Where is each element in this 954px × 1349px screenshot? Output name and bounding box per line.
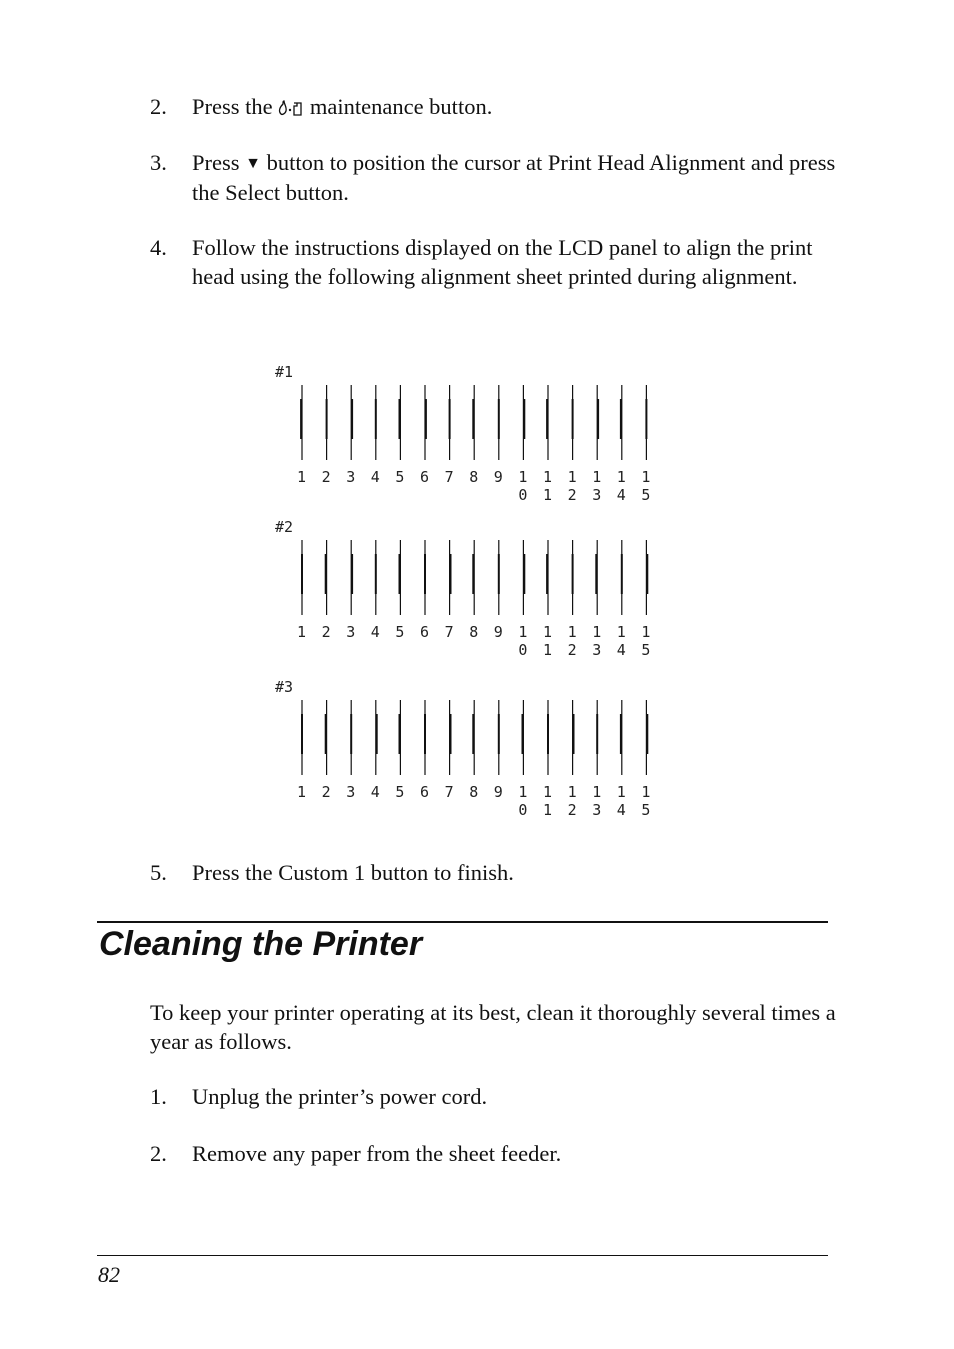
pattern-number-second-digit: 0 [518, 801, 528, 819]
pattern-number-second-digit: 4 [616, 641, 626, 659]
pattern-number: 1 [543, 468, 553, 486]
pattern-number-second-digit: 5 [641, 486, 651, 504]
down-arrow-icon: ▼ [245, 155, 261, 172]
pattern-number: 1 [567, 468, 577, 486]
maintenance-icon [278, 100, 304, 116]
pattern-number: 5 [395, 783, 405, 801]
pattern-number: 1 [641, 468, 651, 486]
pattern-number-second-digit: 2 [567, 641, 577, 659]
section-heading: Cleaning the Printer [99, 925, 423, 963]
pattern-number: 1 [641, 783, 651, 801]
group-label: #3 [275, 678, 294, 696]
pattern-number: 2 [321, 468, 331, 486]
step-3 [150, 148, 840, 207]
pattern-number: 7 [444, 783, 454, 801]
pattern-number-second-digit: 3 [592, 801, 602, 819]
pattern-number-second-digit: 5 [641, 641, 651, 659]
pattern-number-second-digit: 1 [543, 801, 553, 819]
alignment-sheet-figure [260, 355, 680, 825]
pattern-number: 3 [346, 783, 356, 801]
cleaning-step-2 [150, 1139, 840, 1168]
step-text: Press ▼ button to position the cursor at Print Head Alignment and press the Select button. [192, 150, 836, 205]
pattern-number: 9 [493, 623, 503, 641]
step-text: Press the Custom 1 button to finish. [192, 860, 514, 885]
step-text: Unplug the printer’s power cord. [192, 1084, 488, 1109]
pattern-number: 1 [616, 783, 626, 801]
pattern-number: 1 [297, 783, 307, 801]
pattern-number: 3 [346, 468, 356, 486]
step-text: Remove any paper from the sheet feeder. [192, 1141, 562, 1166]
pattern-number: 5 [395, 623, 405, 641]
pattern-number: 4 [370, 468, 380, 486]
pattern-number: 3 [346, 623, 356, 641]
group-label: #1 [275, 363, 294, 381]
pattern-number: 8 [469, 783, 479, 801]
pattern-number: 7 [444, 468, 454, 486]
pattern-number-second-digit: 3 [592, 486, 602, 504]
page-number: 82 [98, 1262, 120, 1287]
pattern-number: 7 [444, 623, 454, 641]
pattern-number-second-digit: 2 [567, 801, 577, 819]
pattern-number: 1 [518, 468, 528, 486]
pattern-number: 4 [370, 623, 380, 641]
pattern-number: 1 [518, 783, 528, 801]
pattern-number: 1 [543, 783, 553, 801]
pattern-number: 1 [616, 623, 626, 641]
pattern-number: 8 [469, 623, 479, 641]
pattern-number: 1 [518, 623, 528, 641]
pattern-number: 1 [567, 783, 577, 801]
cleaning-step-1 [150, 1082, 840, 1111]
step-4 [150, 233, 840, 291]
pattern-number: 4 [370, 783, 380, 801]
step-text: Press the maintenance button. [192, 94, 493, 119]
pattern-number: 1 [297, 468, 307, 486]
pattern-number-second-digit: 0 [518, 641, 528, 659]
pattern-number: 6 [420, 623, 430, 641]
pattern-number-second-digit: 0 [518, 486, 528, 504]
pattern-number: 9 [493, 468, 503, 486]
pattern-number: 1 [297, 623, 307, 641]
step-number: 4. [150, 235, 167, 260]
pattern-number: 1 [592, 623, 602, 641]
pattern-number: 1 [567, 623, 577, 641]
step-text: Follow the instructions displayed on the LCD panel to align the print head using the following alignment sheet printed during alignment. [192, 235, 813, 289]
pattern-number-second-digit: 1 [543, 486, 553, 504]
intro-paragraph: To keep your printer operating at its best, clean it thoroughly several times a year as follows. [150, 1000, 836, 1054]
pattern-number-second-digit: 2 [567, 486, 577, 504]
pattern-number: 1 [641, 623, 651, 641]
step-2 [150, 92, 840, 121]
pattern-number: 9 [493, 783, 503, 801]
pattern-number: 1 [592, 468, 602, 486]
pattern-number-second-digit: 3 [592, 641, 602, 659]
step-number: 3. [150, 150, 167, 175]
pattern-number: 6 [420, 468, 430, 486]
pattern-number-second-digit: 4 [616, 486, 626, 504]
footer-rule [97, 1255, 828, 1256]
group-label: #2 [275, 518, 294, 536]
step-5 [150, 858, 840, 887]
step-number: 5. [150, 860, 167, 885]
pattern-number-second-digit: 1 [543, 641, 553, 659]
step-number: 2. [150, 1141, 167, 1166]
pattern-number: 1 [616, 468, 626, 486]
pattern-number-second-digit: 4 [616, 801, 626, 819]
step-number: 2. [150, 94, 167, 119]
pattern-number: 1 [543, 623, 553, 641]
pattern-number: 5 [395, 468, 405, 486]
pattern-number: 2 [321, 623, 331, 641]
pattern-number: 2 [321, 783, 331, 801]
step-number: 1. [150, 1084, 167, 1109]
pattern-number: 6 [420, 783, 430, 801]
pattern-number: 1 [592, 783, 602, 801]
pattern-number-second-digit: 5 [641, 801, 651, 819]
pattern-number: 8 [469, 468, 479, 486]
